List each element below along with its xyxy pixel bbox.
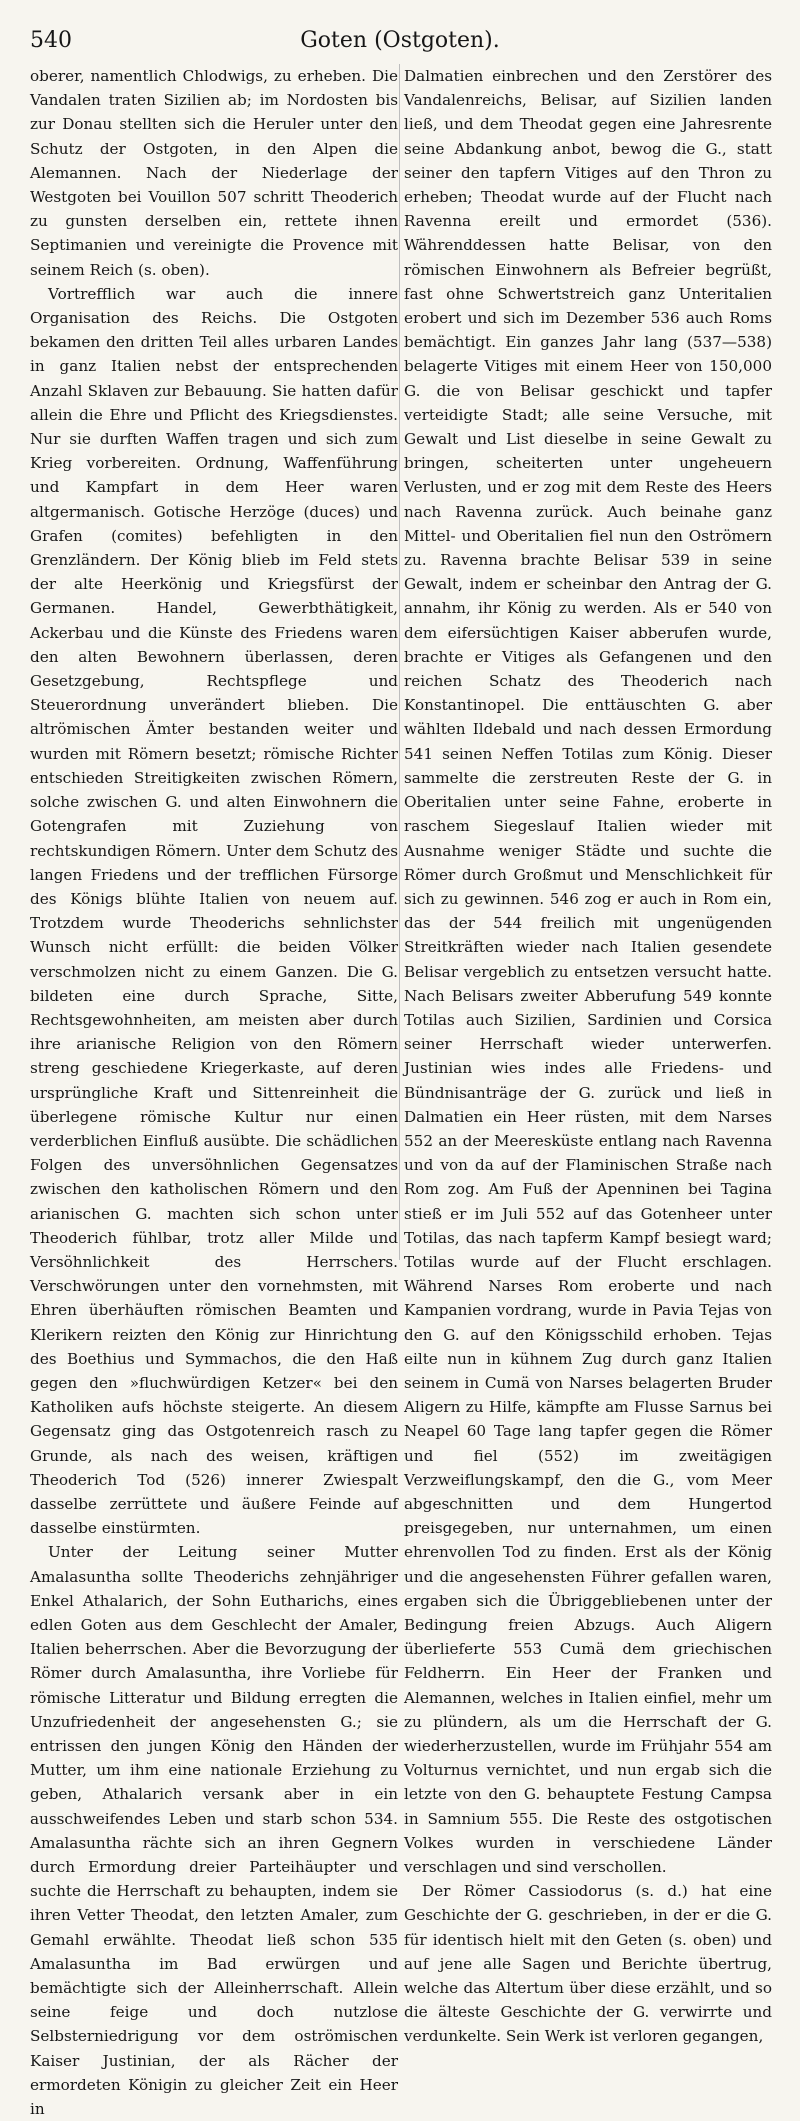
paragraph: Der Römer Cassiodorus (s. d.) hat eine Geschichte der G. geschrieben, in der er die G. für identisch hielt mit den Geten (s. oben) und auf jene alle Sagen und Berichte übertrug, welche das Altertum über diese erzählt, und so die älteste Geschichte der G. verwirrte und verdunkelte. Sein Werk ist verloren gegangen, — [404, 1882, 772, 2046]
paragraph: oberer, namentlich Chlodwigs, zu erheben. Die Vandalen traten Sizilien ab; im Nordosten bis zur Donau stellten sich die Heruler unter den Schutz der Ostgoten, in den Alpen die Alemannen. Nach der Niederlage der Westgoten bei Vouillon 507 schritt Theoderich zu gunsten derselben ein, rettete ihnen Septimanien und vereinigte die Provence mit seinem Reich (s. oben). — [30, 67, 398, 279]
running-head: Goten (Ostgoten). — [300, 28, 500, 53]
right-column — [404, 64, 772, 2046]
paragraph: Unter der Leitung seiner Mutter Amalasuntha sollte Theoderichs zehnjähriger Enkel Athalarich, der Sohn Eutharichs, eines edlen Goten aus dem Geschlecht der Amaler, Italien beherrschen. Aber die Bevorzugung der Römer durch Amalasuntha, ihre Vorliebe für römische Litteratur und Bildung erregten die Unzufriedenheit der angesehensten G.; sie entrissen den jungen König den Händen der Mutter, um ihm eine nationale Erziehung zu geben, Athalarich versank aber in ein ausschweifendes Leben und starb schon 534. Amalasuntha rächte sich an ihren Gegnern durch Ermordung dreier Parteihäupter und suchte die Herrschaft zu behaupten, indem sie ihren Vetter Theodat, den letzten Amaler, zum Gemahl erwählte. Theodat ließ schon 535 Amalasuntha im Bad erwürgen und bemächtigte sich der Alleinherrschaft. Allein seine feige und doch nutzlose Selbsterniedrigung vor dem oströmischen Kaiser Justinian, der als Rächer der ermordeten Königin zu gleicher Zeit ein Heer in — [30, 1543, 398, 2119]
paragraph: Dalmatien einbrechen und den Zerstörer des Vandalenreichs, Belisar, auf Sizilien landen ließ, und dem Theodat gegen eine Jahresrente seine Abdankung anbot, bewog die G., statt seiner den tapfern Vitiges auf den Thron zu erheben; Theodat wurde auf der Flucht nach Ravenna ereilt und ermordet (536). Währenddessen hatte Belisar, von den römischen Einwohnern als Befreier begrüßt, fast ohne Schwertstreich ganz Unteritalien erobert und sich im Dezember 536 auch Roms bemächtigt. Ein ganzes Jahr lang (537—538) belagerte Vitiges mit einem Heer von 150,000 G. die von Belisar geschickt und tapfer verteidigte Stadt; alle seine Versuche, mit Gewalt und List dieselbe in seine Gewalt zu bringen, scheiterten unter ungeheuern Verlusten, und er zog mit dem Reste des Heers nach Ravenna zurück. Auch beinahe ganz Mittel- und Oberitalien fiel nun den Oströmern zu. Ravenna brachte Belisar 539 in seine Gewalt, indem er scheinbar den Antrag der G. annahm, ihr König zu werden. Als er 540 von dem eifersüchtigen Kaiser abberufen wurde, brachte er Vitiges als Gefangenen und den reichen Schatz des Theoderich nach Konstantinopel. Die enttäuschten G. aber wählten Ildebald und nach dessen Ermordung 541 seinen Neffen Totilas zum König. Dieser sammelte die zerstreuten Reste der G. in Oberitalien unter seine Fahne, eroberte in raschem Siegeslauf Italien wieder mit Ausnahme weniger Städte und suchte die Römer durch Großmut und Menschlichkeit für sich zu gewinnen. 546 zog er auch in Rom ein, das der 544 freilich mit ungenügenden Streitkräften wieder nach Italien gesendete Belisar vergeblich zu entsetzen versucht hatte. Nach Belisars zweiter Abberufung 549 konnte Totilas auch Sizilien, Sardinien und Corsica seiner Herrschaft wieder unterwerfen. Justinian wies indes alle Friedens- und Bündnisanträge der G. zurück und ließ in Dalmatien ein Heer rüsten, mit dem Narses 552 an der Meeresküste entlang nach Ravenna und von da auf der Flaminischen Straße nach Rom zog. Am Fuß der Apenninen bei Tagina stieß er im Juli 552 auf das Gotenheer unter Totilas, das nach tapferm Kampf besiegt ward; Totilas wurde auf der Flucht erschlagen. Während Narses Rom eroberte und nach Kampanien vordrang, wurde in Pavia Tejas von den G. auf den Königsschild erhoben. Tejas eilte nun in kühnem Zug durch ganz Italien seinem in Cumä von Narses belagerten Bruder Aligern zu Hilfe, kämpfte am Flusse Sarnus bei Neapel 60 Tage lang tapfer gegen die Römer und fiel (552) im zweitägigen Verzweiflungskampf, den die G., vom Meer abgeschnitten und dem Hungertod preisgegeben, nur unternahmen, um einen ehrenvollen Tod zu finden. Erst als der König und die angesehensten Führer gefallen waren, ergaben sich die Übriggebliebenen unter der Bedingung freien Abzugs. Auch Aligern überlieferte 553 Cumä dem griechischen Feldherrn. Ein Heer der Franken und Alemannen, welches in Italien einfiel, mehr um zu plündern, als um die Herrschaft der G. wiederherzustellen, wurde im Frühjahr 554 am Volturnus vernichtet, und nun ergab sich die letzte von den G. behauptete Festung Campsa in Samnium 555. Die Reste des ostgotischen Volkes wurden in verschiedene Länder verschlagen und sind verschollen. — [404, 67, 772, 1877]
page-number: 540 — [30, 28, 72, 53]
left-column — [30, 64, 398, 2119]
paragraph: Vortrefflich war auch die innere Organisation des Reichs. Die Ostgoten bekamen den dritten Teil alles urbaren Landes in ganz Italien nebst der entsprechenden Anzahl Sklaven zur Bebauung. Sie hatten dafür allein die Ehre und Pflicht des Kriegsdienstes. Nur sie durften Waffen tragen und sich zum Krieg vorbereiten. Ordnung, Waffenführung und Kampfart in dem Heer waren altgermanisch. Gotische Herzöge (duces) und Grafen (comites) befehligten in den Grenzländern. Der König blieb im Feld stets der alte Heerkönig und Kriegsfürst der Germanen. Handel, Gewerbthätigkeit, Ackerbau und die Künste des Friedens waren den alten Bewohnern überlassen, deren Gesetzgebung, Rechtspflege und Steuerordnung unverändert blieben. Die altrömischen Ämter bestanden weiter und wurden mit Römern besetzt; römische Richter entschieden Streitigkeiten zwischen Römern, solche zwischen G. und alten Einwohnern die Gotengrafen mit Zuziehung von rechtskundigen Römern. Unter dem Schutz des langen Friedens und der trefflichen Fürsorge des Königs blühte Italien von neuem auf. Trotzdem wurde Theoderichs sehnlichster Wunsch nicht erfüllt: die beiden Völker verschmolzen nicht zu einem Ganzen. Die G. bildeten eine durch Sprache, Sitte, Rechtsgewohnheiten, am meisten aber durch ihre arianische Religion von den Römern streng geschiedene Kriegerkaste, auf deren ursprüngliche Kraft und Sittenreinheit die überlegene römische Kultur nur einen verderblichen Einfluß ausübte. Die schädlichen Folgen des unversöhnlichen Gegensatzes zwischen den katholischen Römern und den arianischen G. machten sich schon unter Theoderich fühlbar, trotz aller Milde und Versöhnlichkeit des Herrschers. Verschwörungen unter den vornehmsten, mit Ehren überhäuften römischen Beamten und Klerikern reizten den König zur Hinrichtung des Boethius und Symmachos, die den Haß gegen den »fluchwürdigen Ketzer« bei den Katholiken aufs höchste steigerte. An diesem Gegensatz ging das Ostgotenreich rasch zu Grunde, als nach des weisen, kräftigen Theoderich Tod (526) innerer Zwiespalt dasselbe zerrüttete und äußere Feinde auf dasselbe einstürmten. — [30, 284, 398, 1538]
page-header — [30, 22, 770, 62]
column-divider — [399, 64, 400, 1260]
